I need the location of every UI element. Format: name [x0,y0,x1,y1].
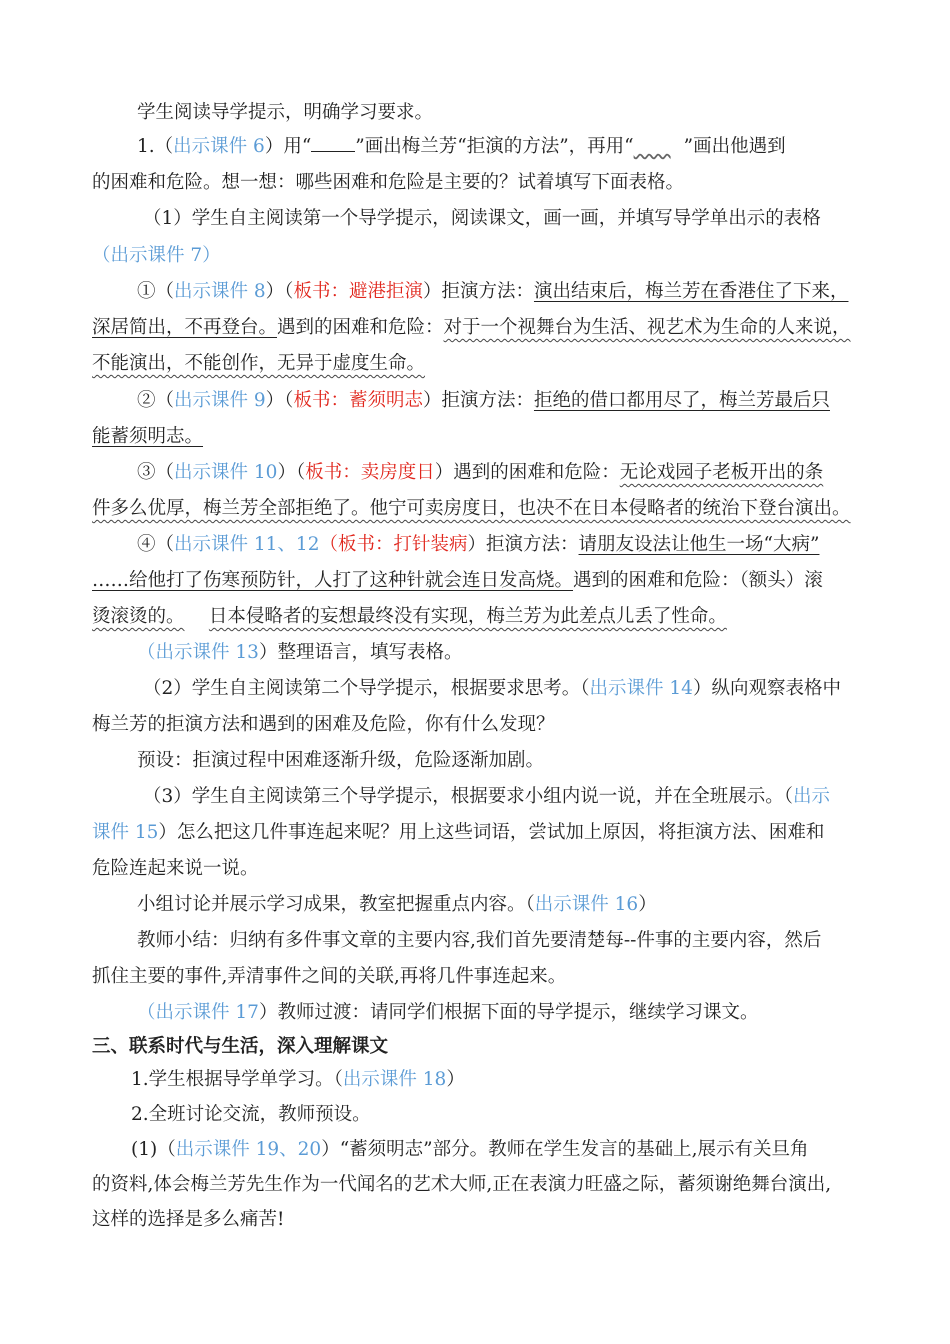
text: ）怎么把这几件事连起来呢？用上这些词语，尝试加上原因，将拒演方法、困难和 [158,822,825,843]
text: （1）学生自主阅读第一个导学提示，阅读课文，画一画，并填写导学单出示的表格 [143,208,821,229]
courseware-ref: 出示课件 14 [589,678,693,699]
wavy-underline-blank [634,134,684,150]
text: ②（ [137,390,175,411]
text-line [137,748,544,774]
text-line [92,1172,831,1198]
text-line [92,604,727,630]
text-line [137,388,830,414]
text-line [143,206,821,232]
text-line [137,640,462,666]
text-line [131,1137,809,1163]
text-line [92,170,684,196]
straight-underline-blank [311,135,355,152]
text: ）拒演方法： [422,281,534,302]
text-line [143,676,841,702]
text: 抓住主要的事件,弄清事件之间的关联,再将几件事连起来。 [92,966,567,987]
underlined-method: 演出结束后，梅兰芳在香港住了下来， [533,281,849,302]
courseware-ref: 出示课件 6 [173,136,265,157]
underlined-method: 深居简出，不再登台。 [92,317,278,338]
blackboard-note: 板书：避港拒演 [293,281,423,302]
underlined-method: ……给他打了伤寒预防针，人打了这种针就会连日发高烧。 [92,570,574,591]
text: ）用“ [264,136,312,157]
text-line [92,964,566,990]
text: （3）学生自主阅读第三个导学提示，根据要求小组内说一说，并在全班展示。（ [143,786,794,807]
text: 危险连起来说一说。 [92,858,259,879]
courseware-ref: 出示课件 8 [174,281,266,302]
blackboard-note: 板书：打针装病 [338,534,468,555]
text: ）（ [277,462,306,483]
text-line [92,820,824,846]
text: 的资料,体会梅兰芳先生作为一代闻名的艺术大师,正在表演力旺盛之际，蓄须谢绝舞台演出, [92,1174,832,1195]
text: ③（ [137,462,175,483]
text: 遇到的困难和危险：（额头）滚 [573,570,823,591]
courseware-ref: 出示 [793,786,831,807]
text: （2）学生自主阅读第二个导学提示，根据要求思考。（ [143,678,590,699]
text: ） [446,1069,465,1090]
text-line [137,1000,758,1026]
text-line [92,243,221,269]
text: 2.全班讨论交流，教师预设。 [131,1104,371,1125]
text-line [137,928,821,954]
text-line [137,134,786,160]
text: ）（ [265,281,294,302]
courseware-ref: 出示课件 11、12 [174,534,320,555]
courseware-ref: 出示课件 10 [174,462,278,483]
paren: ） [202,245,221,266]
courseware-ref: 出示课件 7 [110,245,203,266]
courseware-ref: 出示课件 17 [155,1002,259,1023]
courseware-ref: 出示课件 9 [174,390,266,411]
courseware-ref: 出示课件 13 [155,642,259,663]
text-line [137,100,433,126]
blackboard-note: 板书：蓄须明志 [293,390,423,411]
text: ）“蓄须明志”部分。教师在学生发言的基础上,展示有关旦角 [321,1139,809,1160]
text: ”画出他遇到 [683,136,786,157]
text: ”画出梅兰芳“拒演的方法”，再用“ [355,136,634,157]
wavy-difficulty: 件多么优厚，梅兰芳全部拒绝了。他宁可卖房度日，也决不在日本侵略者的统治下登台演出。 [92,498,851,519]
text-line [92,1207,284,1233]
text-line [137,892,657,918]
paren: （ [92,245,111,266]
text: ）整理语言，填写表格。 [258,642,463,663]
text-line [92,568,823,594]
underlined-method: 拒绝的借口都用尽了，梅兰芳最后只 [533,390,830,411]
text-line [137,279,848,305]
text: 梅兰芳的拒演方法和遇到的困难及危险，你有什么发现？ [92,714,555,735]
wavy-difficulty: 不能演出，不能创作，无异于虚度生命。 [92,353,426,374]
paren: （ [137,642,156,663]
text: (1)（ [131,1139,176,1160]
text-line [143,784,830,810]
text: 这样的选择是多么痛苦! [92,1209,285,1230]
text: 1.学生根据导学单学习。（ [131,1069,343,1090]
paren: （ [137,1002,156,1023]
text: 学生阅读导学提示，明确学习要求。 [137,102,434,123]
text-line [92,351,425,377]
text: ④（ [137,534,175,555]
text: 小组讨论并展示学习成果，教室把握重点内容。（ [137,894,535,915]
courseware-ref: 课件 15 [92,822,159,843]
text-line [92,856,259,882]
text: ）教师过渡：请同学们根据下面的导学提示，继续学习课文。 [258,1002,759,1023]
underlined-method: 能蓄须明志。 [92,426,204,447]
text: （ [319,534,338,555]
text: 1.（ [137,136,174,157]
text: ）拒演方法： [467,534,579,555]
courseware-ref: 出示课件 18 [342,1069,447,1090]
text: ①（ [137,281,175,302]
text: ） [638,894,657,915]
text: ）遇到的困难和危险： [434,462,620,483]
text: 遇到的困难和危险： [277,317,444,338]
text-line [131,1102,371,1128]
text-line [92,496,851,522]
text: ）拒演方法： [422,390,534,411]
blackboard-note: 板书：卖房度日 [305,462,435,483]
wavy-difficulty: 无论戏园子老板开出的条 [619,462,824,483]
text: 预设：拒演过程中困难逐渐升级，危险逐渐加剧。 [137,750,545,771]
section-heading [92,1034,388,1060]
text-line [92,315,851,341]
text-line [137,460,823,486]
text-line [92,424,203,450]
wavy-difficulty: 对于一个视舞台为生活、视艺术为生命的人来说， [443,317,851,338]
text-line [92,712,555,738]
courseware-ref: 出示课件 19、20 [175,1139,322,1160]
text: 的困难和危险。想一想：哪些困难和危险是主要的？试着填写下面表格。 [92,172,685,193]
courseware-ref: 出示课件 16 [534,894,639,915]
heading-text: 三、联系时代与生活，深入理解课文 [92,1036,389,1057]
text-line [137,532,819,558]
text-line [131,1067,465,1093]
wavy-difficulty: 日本侵略者的妄想最终没有实现，梅兰芳为此差点儿丢了性命。 [208,606,727,627]
underlined-method: 请朋友设法让他生一场“大病” [578,534,820,555]
text: ）纵向观察表格中 [692,678,841,699]
wavy-difficulty: 烫滚烫的。 [92,606,185,627]
text: ）（ [265,390,294,411]
text: 教师小结：归纳有多件事文章的主要内容,我们首先要清楚每--件事的主要内容，然后 [137,930,822,951]
